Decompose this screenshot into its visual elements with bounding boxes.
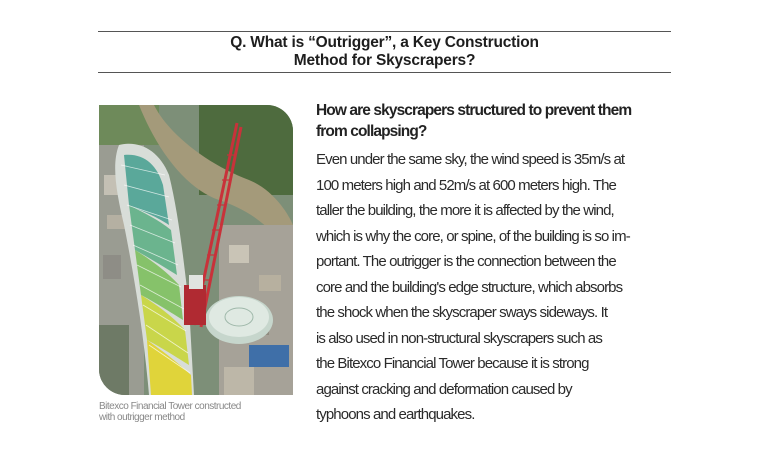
body-line: taller the building, the more it is affected by the wind, <box>316 202 614 219</box>
top-divider <box>98 31 671 32</box>
page-title <box>98 34 671 70</box>
body-line: the Bitexco Financial Tower because it is strong <box>316 355 589 372</box>
bottom-divider <box>98 72 671 73</box>
body-line: is also used in non-structural skyscrapers such as <box>316 329 602 347</box>
body-line: Even under the same sky, the wind speed is 35m/s at <box>316 151 625 168</box>
article <box>316 100 686 428</box>
caption-line-2: with outrigger method <box>99 412 185 423</box>
subheading-line-1: How are skyscrapers structured to prevent them <box>316 102 632 119</box>
caption-line-1: Bitexco Financial Tower constructed <box>99 401 241 412</box>
body-line: portant. The outrigger is the connection between the <box>316 253 616 270</box>
body-line: 100 meters high and 52m/s at 600 meters high. The <box>316 176 616 194</box>
body-line: which is why the core, or spine, of the building is so im- <box>316 227 630 245</box>
article-subheading <box>316 100 686 142</box>
body-line: typhoons and earthquakes. <box>316 406 475 423</box>
body-line: core and the building's edge structure, which absorbs <box>316 278 623 296</box>
body-line: against cracking and deformation caused by <box>316 380 572 398</box>
tower-photo <box>99 105 293 395</box>
article-body <box>316 147 686 428</box>
body-line: the shock when the skyscraper sways sideways. It <box>316 304 608 321</box>
subheading-line-2: from collapsing? <box>316 123 427 140</box>
tower-illustration <box>99 105 293 395</box>
photo-caption <box>99 401 299 423</box>
title-line-2: Method for Skyscrapers? <box>293 52 476 69</box>
title-line-1: Q. What is “Outrigger”, a Key Construction <box>230 34 539 51</box>
